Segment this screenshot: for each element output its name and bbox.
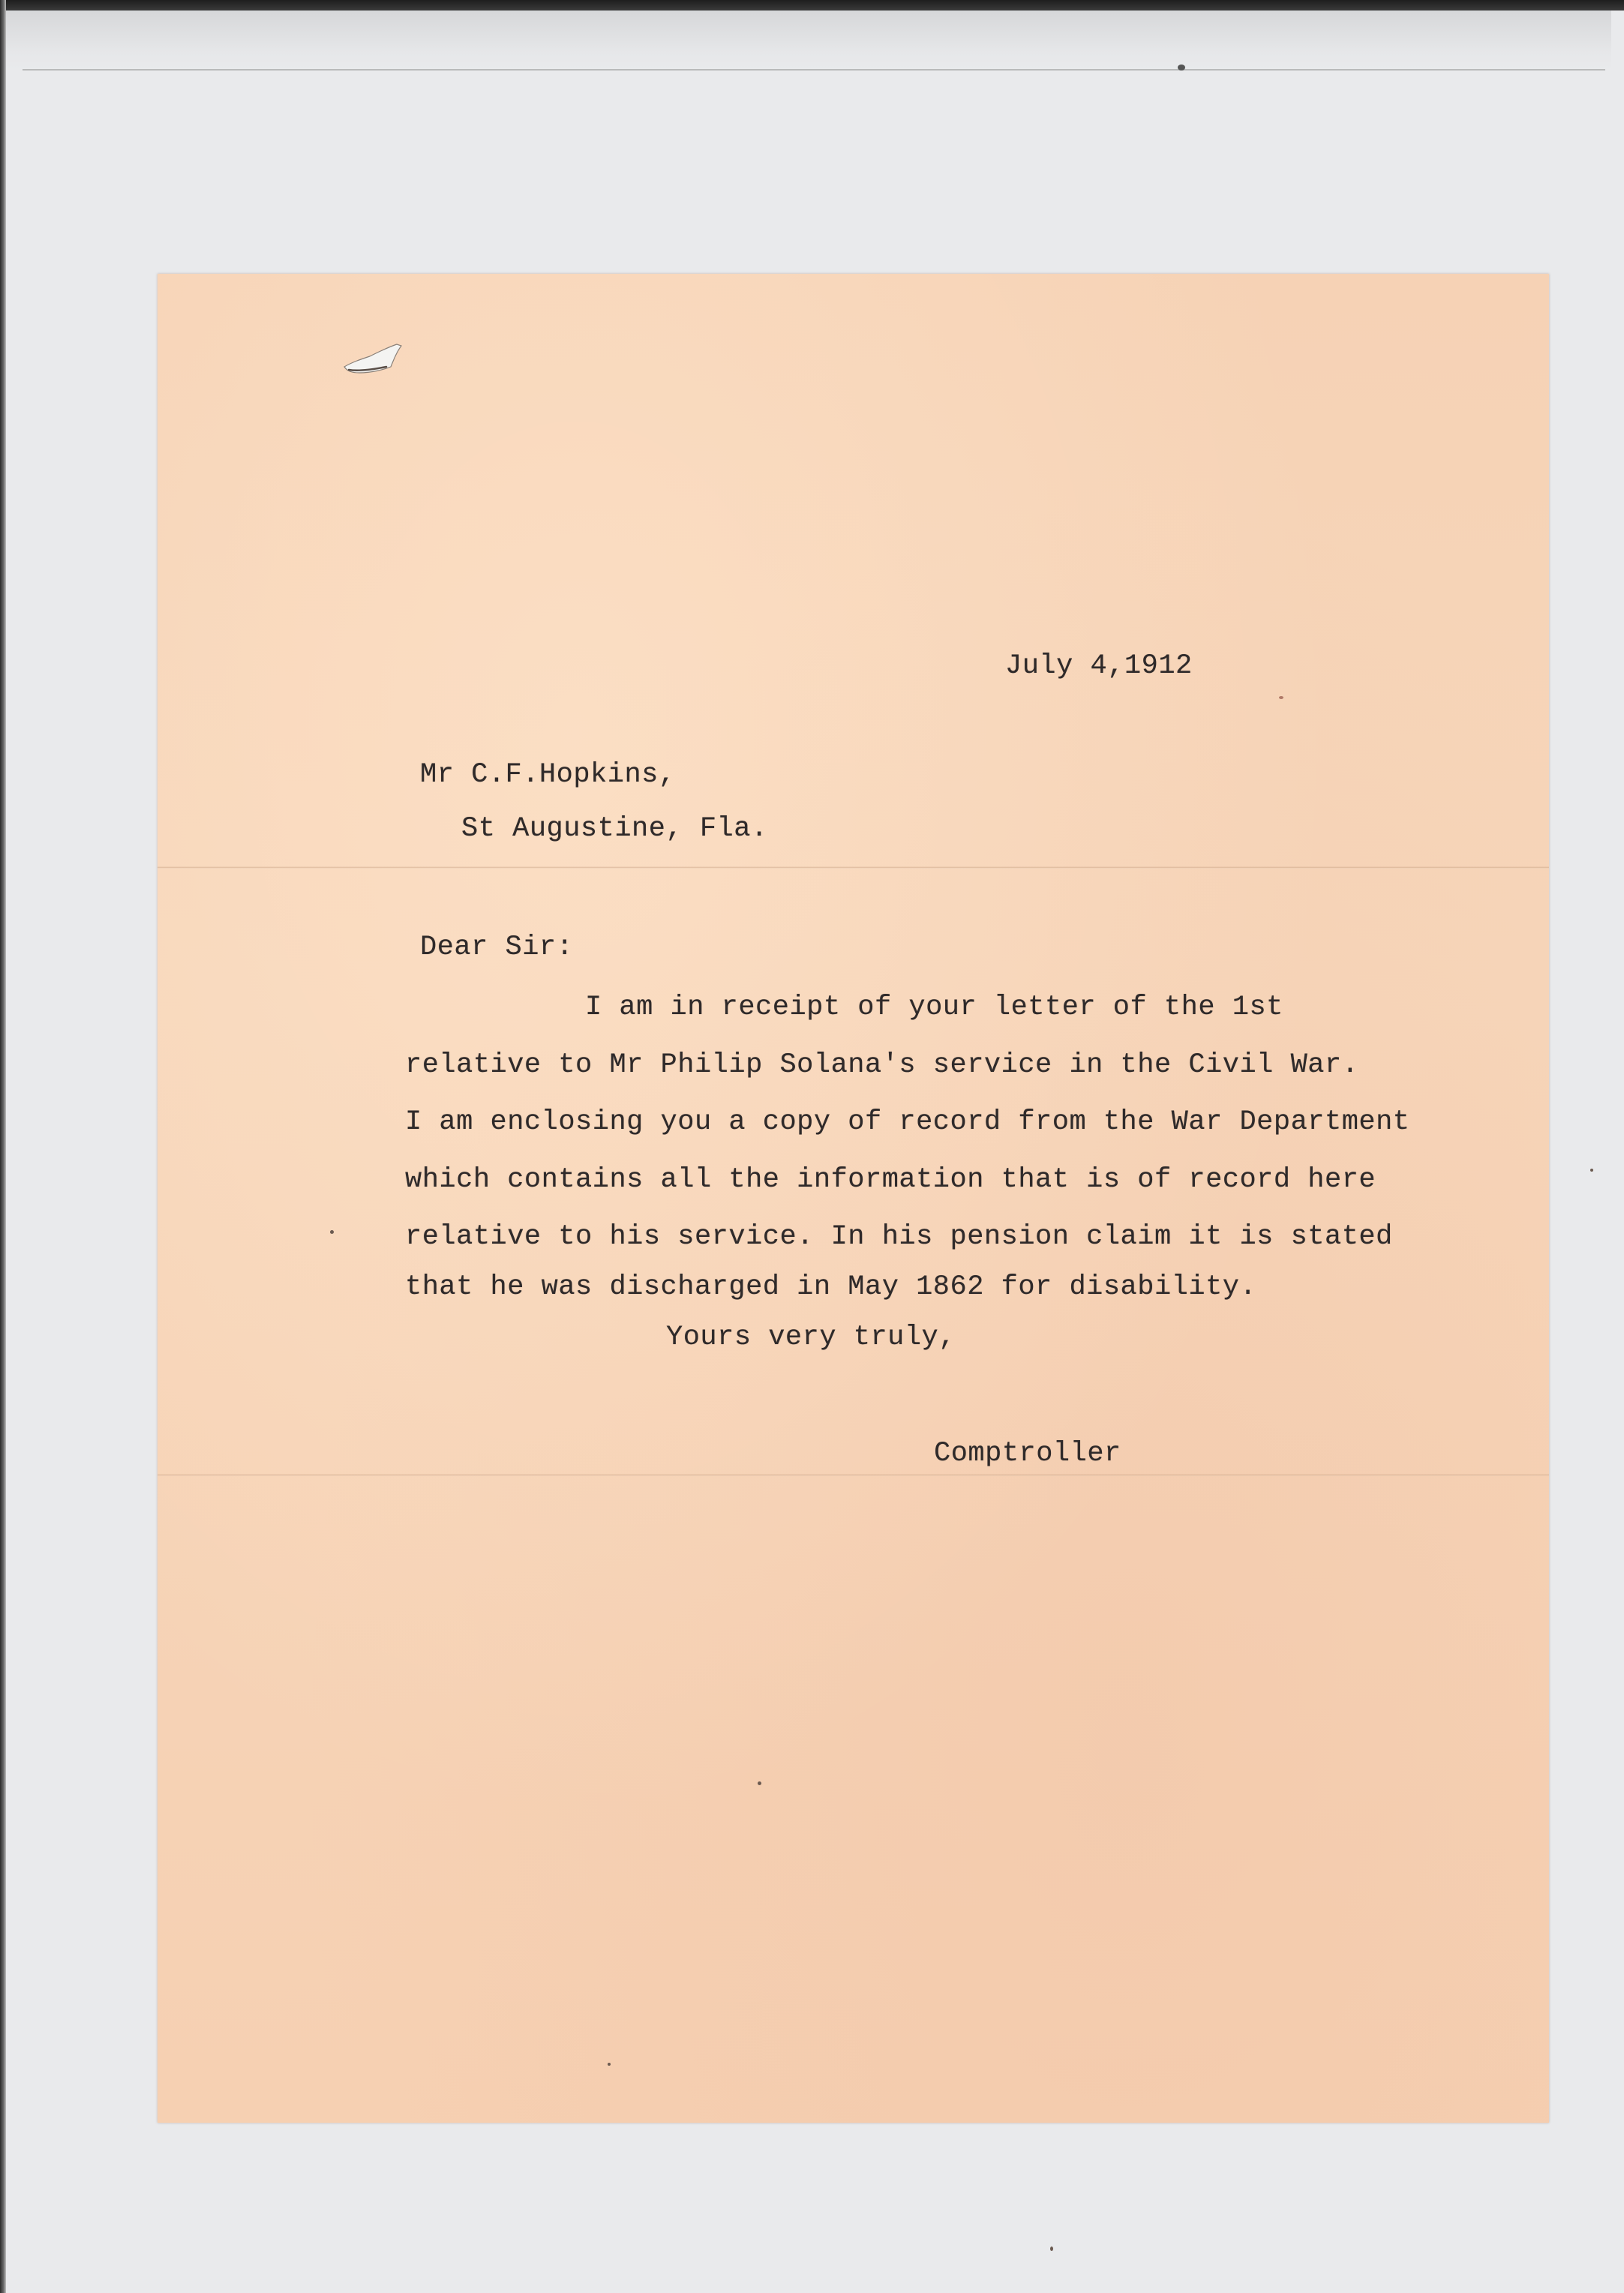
letter-sheet [158, 274, 1549, 2123]
body-line: relative to Mr Philip Solana's service in the Civil War. [405, 1049, 1359, 1081]
paper-speck [330, 1230, 334, 1234]
scanner-top-edge [0, 0, 1624, 11]
body-line: relative to his service. In his pension claim it is stated [405, 1221, 1393, 1253]
scanner-line [23, 69, 1605, 71]
scan-speck [1590, 1169, 1593, 1172]
signature-title: Comptroller [934, 1438, 1121, 1469]
scanner-shadow [6, 11, 1611, 71]
body-line: I am in receipt of your letter of the 1st [585, 992, 1283, 1023]
fold-crease [158, 1474, 1549, 1476]
body-line: that he was discharged in May 1862 for disability. [405, 1271, 1257, 1303]
paper-speck [1279, 696, 1283, 699]
scanner-left-edge [0, 0, 6, 2293]
letter-date: July 4,1912 [1005, 650, 1193, 682]
torn-hole-icon [341, 340, 405, 377]
paper-speck [758, 1781, 761, 1785]
salutation: Dear Sir: [420, 932, 574, 963]
body-line: which contains all the information that is of record here [405, 1164, 1376, 1196]
body-line: I am enclosing you a copy of record from the War Department [405, 1106, 1410, 1138]
recipient-address: St Augustine, Fla. [461, 813, 768, 845]
fold-crease [158, 866, 1549, 869]
closing: Yours very truly, [666, 1322, 956, 1353]
recipient-name: Mr C.F.Hopkins, [420, 759, 676, 791]
scanner-dust-speck [1178, 65, 1185, 71]
paper-speck [608, 2063, 611, 2066]
scan-speck [1050, 2246, 1053, 2251]
